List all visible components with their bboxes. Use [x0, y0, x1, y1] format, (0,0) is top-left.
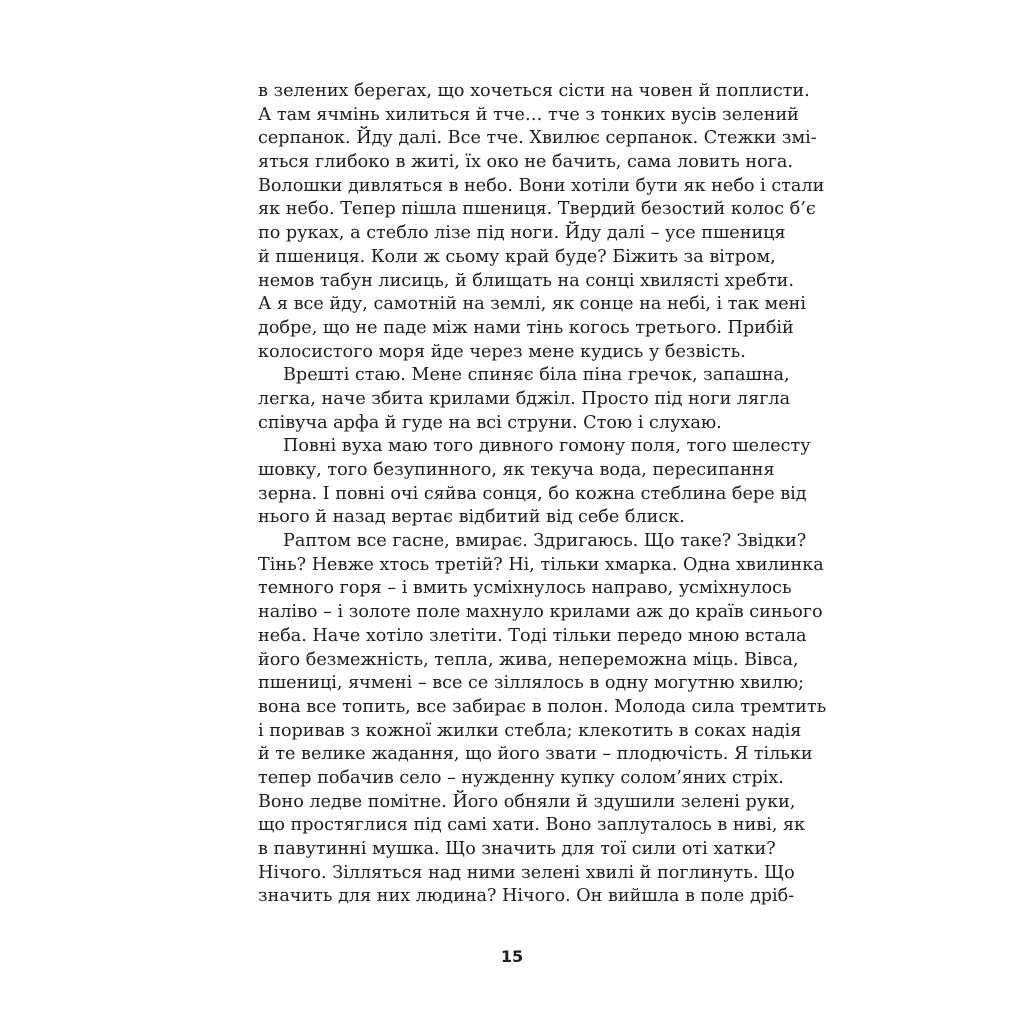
text-line: серпанок. Йду далі. Все тче. Хвилює серпанок. Стежки змі- — [258, 128, 817, 149]
text-line: А я все йду, самотній на землі, як сонце на небі, і так мені — [258, 294, 806, 315]
text-line: Воно ледве помітне. Його обняли й здушили зелені руки, — [258, 791, 796, 812]
text-line: значить для них людина? Нічого. Он вийшла в поле дріб- — [258, 886, 795, 907]
text-line: яться глибоко в житі, їх око не бачить, сама ловить нога. — [258, 152, 794, 173]
text-line: добре, що не паде між нами тінь когось третього. Прибій — [258, 317, 794, 338]
text-line: в зелених берегах, що хочеться сісти на човен й поплисти. — [258, 81, 810, 101]
text-line: А там ячмінь хилиться й тче… тче з тонких вусів зелений — [258, 104, 799, 125]
text-line: пшениці, ячмені – все се зіллялось в одну могутню хвилю; — [258, 673, 805, 694]
text-line: і поривав з кожної жилки стебла; клекотить в соках надія — [258, 720, 802, 741]
page-number: 15 — [500, 947, 524, 966]
text-line: Тінь? Невже хтось третій? Ні, тільки хмарка. Одна хвилинка — [258, 554, 824, 575]
text-line: Волошки дивляться в небо. Вони хотіли бути як небо і стали — [258, 175, 825, 196]
text-line: темного горя – і вмить усміхнулось направо, усміхнулось — [258, 578, 792, 599]
text-line: Нічого. Зілляться над ними зелені хвилі й поглинуть. Що — [258, 862, 795, 883]
text-line: Раптом все гасне, вмирає. Здригаюсь. Що таке? Звідки? — [283, 531, 807, 552]
text-line: немов табун лисиць, й блищать на сонці хвилясті хребти. — [258, 270, 794, 291]
text-line: й те велике жадання, що його звати – плодючість. Я тільки — [258, 744, 813, 765]
text-line: що простяглися під самі хати. Воно заплуталось в ниві, як — [258, 815, 806, 836]
text-line: його безмежність, тепла, жива, непереможна міць. Вівса, — [258, 649, 799, 670]
text-line: наліво – і золоте поле махнуло крилами аж до країв синього — [258, 602, 823, 623]
text-line: шовку, того безупинного, як текуча вода, пересипання — [258, 460, 775, 480]
text-line: в павутинні мушка. Що значить для тої сили оті хатки? — [258, 839, 776, 859]
text-line: колосистого моря йде через мене кудись у безвість. — [258, 341, 746, 362]
text-line: як небо. Тепер пішла пшениця. Твердий безостий колос б’є — [258, 199, 816, 220]
text-line: й пшениця. Коли ж сьому край буде? Біжить за вітром, — [258, 246, 776, 267]
text-line: легка, наче збита крилами бджіл. Просто під ноги лягла — [258, 388, 791, 409]
text-line: зерна. І повні очі сяйва сонця, бо кожна стеблина бере від — [258, 483, 807, 504]
text-line: вона все топить, все забирає в полон. Молода сила тремтить — [258, 696, 827, 717]
text-line: неба. Наче хотіло злетіти. Тоді тільки передо мною встала — [258, 625, 807, 646]
text-line: співуча арфа й гуде на всі струни. Стою і слухаю. — [258, 412, 722, 433]
text-line: Врешті стаю. Мене спиняє біла піна гречок, запашна, — [283, 365, 790, 386]
text-line: по руках, а стебло лізе під ноги. Йду далі – усе пшениця — [258, 223, 786, 244]
text-line: тепер побачив село – нужденну купку солом’яних стріх. — [258, 767, 784, 788]
body-text — [258, 80, 827, 909]
text-line: Повні вуха маю того дивного гомону поля, того шелесту — [283, 436, 811, 457]
text-line: нього й назад вертає відбитий від себе блиск. — [258, 507, 685, 528]
